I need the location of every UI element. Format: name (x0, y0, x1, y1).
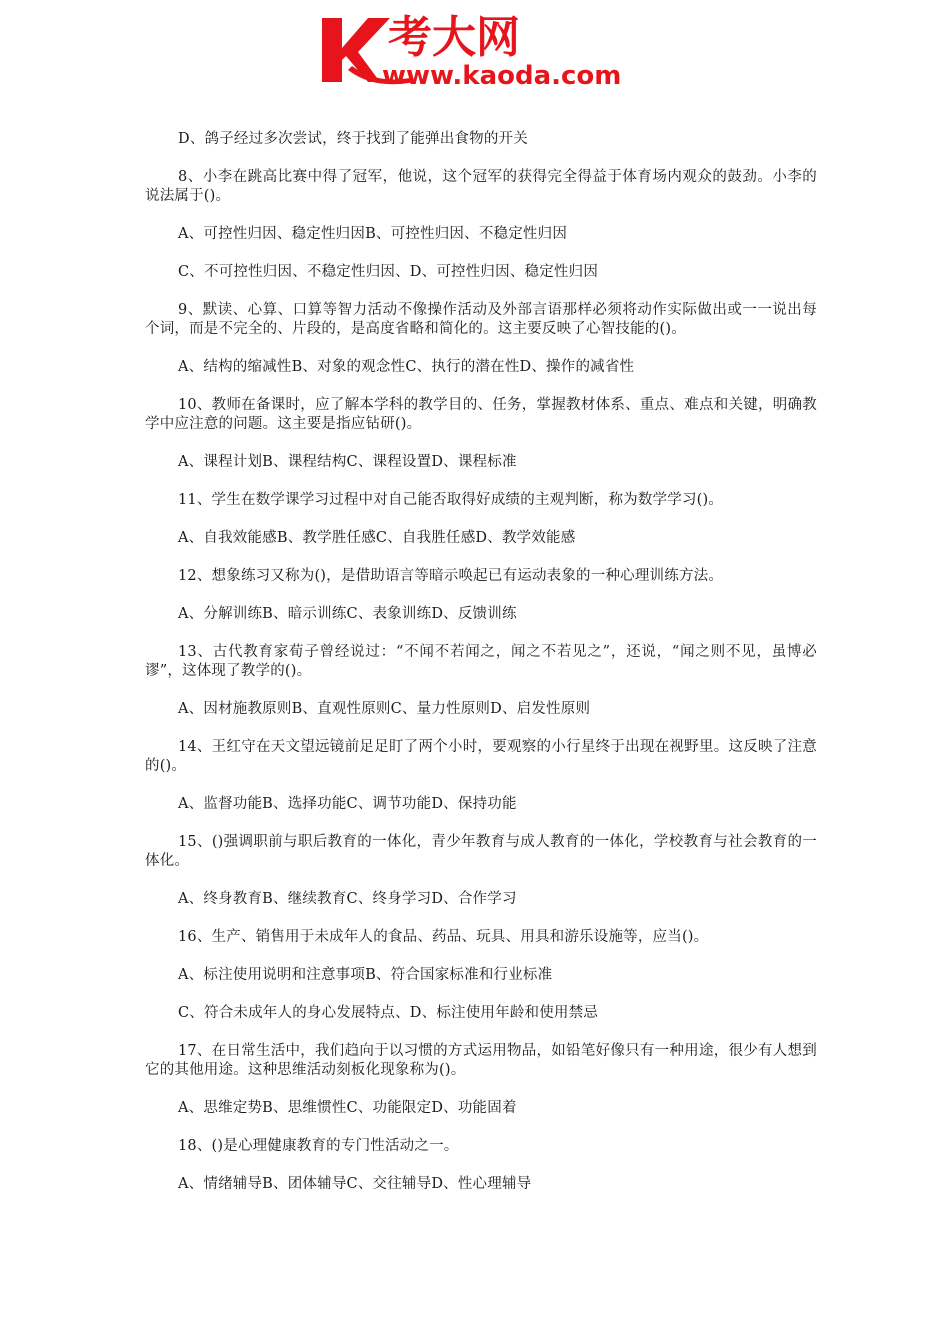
question-12: 12、想象练习又称为()，是借助语言等暗示唤起已有运动表象的一种心理训练方法。 (178, 568, 724, 584)
kaoda-logo-icon (318, 8, 648, 92)
question-13: 13、古代教育家荀子曾经说过：“不闻不若闻之，闻之不若见之”，还说，“闻之则不见，虽博必谬”，这体现了教学的()。 (145, 644, 817, 679)
question-18: 18、()是心理健康教育的专门性活动之一。 (178, 1138, 459, 1154)
logo-url-text: www.kaoda.com (382, 61, 622, 91)
option-line: A、思维定势B、思维惯性C、功能限定D、功能固着 (178, 1100, 517, 1116)
logo-brand-text: 考大网 (388, 12, 520, 63)
option-line: A、终身教育B、继续教育C、终身学习D、合作学习 (178, 891, 517, 907)
option-line: D、鸽子经过多次尝试，终于找到了能弹出食物的开关 (178, 131, 528, 147)
question-17: 17、在日常生活中，我们趋向于以习惯的方式运用物品，如铅笔好像只有一种用途，很少有人想到它的其他用途。这种思维活动刻板化现象称为()。 (145, 1043, 817, 1078)
option-line: A、可控性归因、稳定性归因B、可控性归因、不稳定性归因 (178, 226, 568, 242)
question-10: 10、教师在备课时，应了解本学科的教学目的、任务，掌握教材体系、重点、难点和关键，明确教学中应注意的问题。这主要是指应钻研()。 (145, 397, 817, 432)
question-16: 16、生产、销售用于未成年人的食品、药品、玩具、用具和游乐设施等，应当()。 (178, 929, 709, 945)
option-line: A、分解训练B、暗示训练C、表象训练D、反馈训练 (178, 606, 517, 622)
option-line: A、监督功能B、选择功能C、调节功能D、保持功能 (178, 796, 517, 812)
option-line: C、符合未成年人的身心发展特点、D、标注使用年龄和使用禁忌 (178, 1005, 599, 1021)
question-9: 9、默读、心算、口算等智力活动不像操作活动及外部言语那样必须将动作实际做出或一一说出每个词，而是不完全的、片段的，是高度省略和简化的。这主要反映了心智技能的()。 (145, 302, 817, 337)
option-line: A、标注使用说明和注意事项B、符合国家标准和行业标准 (178, 967, 553, 983)
question-14: 14、王红守在天文望远镜前足足盯了两个小时，要观察的小行星终于出现在视野里。这反映了注意的()。 (145, 739, 817, 774)
option-line: A、因材施教原则B、直观性原则C、量力性原则D、启发性原则 (178, 701, 591, 717)
site-logo (318, 8, 648, 92)
option-line: A、情绪辅导B、团体辅导C、交往辅导D、性心理辅导 (178, 1176, 532, 1192)
option-line: A、课程计划B、课程结构C、课程设置D、课程标准 (178, 454, 517, 470)
option-line: A、结构的缩减性B、对象的观念性C、执行的潜在性D、操作的减省性 (178, 359, 635, 375)
option-line: A、自我效能感B、教学胜任感C、自我胜任感D、教学效能感 (178, 530, 576, 546)
question-8: 8、小李在跳高比赛中得了冠军，他说，这个冠军的获得完全得益于体育场内观众的鼓劲。小李的说法属于()。 (145, 169, 817, 204)
question-15: 15、()强调职前与职后教育的一体化，青少年教育与成人教育的一体化，学校教育与社会教育的一体化。 (145, 834, 817, 869)
document-body (145, 130, 817, 1194)
question-11: 11、学生在数学课学习过程中对自己能否取得好成绩的主观判断，称为数学学习()。 (178, 492, 724, 508)
option-line: C、不可控性归因、不稳定性归因、D、可控性归因、稳定性归因 (178, 264, 599, 280)
